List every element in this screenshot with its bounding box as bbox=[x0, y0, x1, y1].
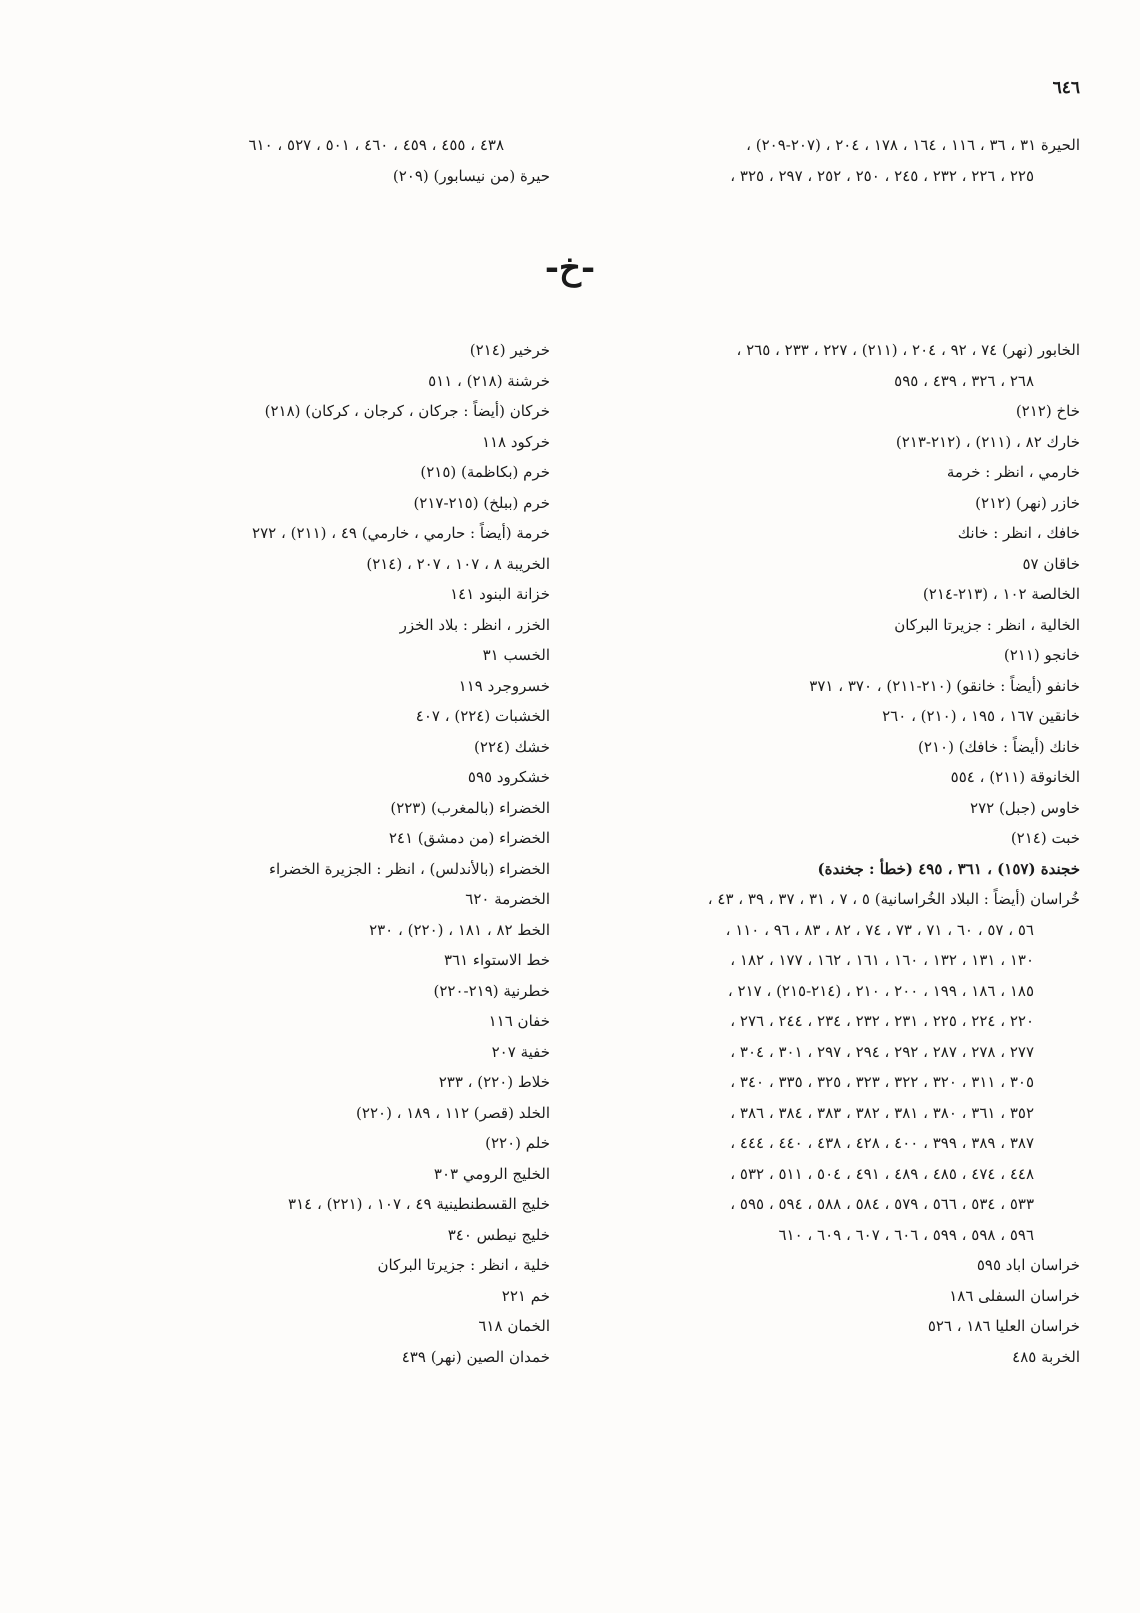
index-entry: خسروجرد ١١٩ bbox=[458, 676, 550, 695]
index-entry: خرخير (٢١٤) bbox=[469, 341, 550, 359]
index-entry: الخانوقة (٢١١) ، ٥٥٤ bbox=[950, 768, 1080, 786]
index-entry: خم ٢٢١ bbox=[501, 1286, 550, 1305]
index-entry: خشك (٢٢٤) bbox=[474, 737, 550, 756]
index-entry: خانقين ١٦٧ ، ١٩٥ ، (٢١٠) ، ٢٦٠ bbox=[882, 707, 1080, 725]
index-entry: خرم (ببلخ) (٢١٥-٢١٧) bbox=[413, 493, 550, 512]
index-entry: ٥٦ ، ٥٧ ، ٦٠ ، ٧١ ، ٧٣ ، ٧٤ ، ٨٢ ، ٨٣ ، ٩٦ ، ١١٠ ، bbox=[725, 920, 1034, 939]
index-entry: الخليج الرومي ٣٠٣ bbox=[433, 1164, 550, 1183]
index-entry: خلم (٢٢٠) bbox=[485, 1134, 550, 1152]
index-entry: الخسب ٣١ bbox=[482, 646, 550, 664]
index-entry: ٣٥٢ ، ٣٦١ ، ٣٨٠ ، ٣٨١ ، ٣٨٢ ، ٣٨٣ ، ٣٨٤ ، ٣٨٦ ، bbox=[730, 1103, 1034, 1122]
index-entry: خجندة (١٥٧) ، ٣٦١ ، ٤٩٥ (خطأ : جخندة) bbox=[817, 859, 1080, 878]
index-entry: الخشبات (٢٢٤) ، ٤٠٧ bbox=[415, 707, 550, 725]
index-entry: خاخ (٢١٢) bbox=[1015, 402, 1080, 420]
index-entry: حيرة (من نيسابور) (٢٠٩) bbox=[392, 166, 550, 185]
index-entry: الخلد (قصر) ١١٢ ، ١٨٩ ، (٢٢٠) bbox=[356, 1103, 550, 1122]
index-entry: خرمة (أيضاً : حارمي ، خارمي) ٤٩ ، (٢١١) ، ٢٧٢ bbox=[252, 524, 550, 542]
index-entry: خلية ، انظر : جزيرتا البركان bbox=[377, 1256, 550, 1274]
index-entry: خُراسان (أيضاً : البلاد الخُراسانية) ٥ ، ٧ ، ٣١ ، ٣٧ ، ٣٩ ، ٤٣ ، bbox=[707, 890, 1080, 908]
index-entry: خركود ١١٨ bbox=[481, 432, 550, 451]
index-entry: خارمي ، انظر : خرمة bbox=[946, 463, 1080, 481]
index-entry: الخط ٨٢ ، ١٨١ ، (٢٢٠) ، ٢٣٠ bbox=[369, 920, 550, 939]
index-entry: خرم (بكاظمة) (٢١٥) bbox=[420, 463, 550, 481]
index-entry: خازر (نهر) (٢١٢) bbox=[975, 493, 1080, 512]
index-entry: ١٣٠ ، ١٣١ ، ١٣٢ ، ١٦٠ ، ١٦١ ، ١٦٢ ، ١٧٧ ، ١٨٢ ، bbox=[730, 951, 1034, 969]
index-entry: خليج نيطس ٣٤٠ bbox=[447, 1225, 550, 1244]
index-entry: الخالصة ١٠٢ ، (٢١٣-٢١٤) bbox=[922, 585, 1080, 603]
index-entry: ٢٢٥ ، ٢٢٦ ، ٢٣٢ ، ٢٤٥ ، ٢٥٠ ، ٢٥٢ ، ٢٩٧ ، ٣٢٥ ، bbox=[730, 166, 1034, 185]
top-left-column bbox=[110, 130, 550, 191]
index-entry: ٤٣٨ ، ٤٥٥ ، ٤٥٩ ، ٤٦٠ ، ٥٠١ ، ٥٢٧ ، ٦١٠ bbox=[248, 136, 504, 154]
index-entry: ٥٩٦ ، ٥٩٨ ، ٥٩٩ ، ٦٠٦ ، ٦٠٧ ، ٦٠٩ ، ٦١٠ bbox=[778, 1225, 1034, 1244]
index-entry: ٢٢٠ ، ٢٢٤ ، ٢٢٥ ، ٢٣١ ، ٢٣٢ ، ٢٣٤ ، ٢٤٤ ، ٢٧٦ ، bbox=[730, 1012, 1034, 1030]
index-entry: ٥٣٣ ، ٥٣٤ ، ٥٦٦ ، ٥٧٩ ، ٥٨٤ ، ٥٨٨ ، ٥٩٤ ، ٥٩٥ ، bbox=[730, 1195, 1034, 1213]
index-entry: خركان (أيضاً : جركان ، كرجان ، كركان) (٢١٨) bbox=[264, 402, 550, 420]
index-entry: خفية ٢٠٧ bbox=[491, 1042, 550, 1061]
index-entry: خاقان ٥٧ bbox=[1022, 554, 1080, 573]
index-entry: الخضراء (بالمغرب) (٢٢٣) bbox=[390, 798, 550, 817]
index-entry: خاوس (جبل) ٢٧٢ bbox=[970, 798, 1080, 817]
index-entry: خافك ، انظر : خانك bbox=[957, 524, 1080, 542]
right-index-column bbox=[595, 335, 1080, 1372]
index-entry: الخزر ، انظر : بلاد الخزر bbox=[399, 615, 550, 634]
index-entry: خطرنية (٢١٩-٢٢٠) bbox=[433, 981, 550, 1000]
top-right-column bbox=[595, 130, 1080, 191]
index-entry: خانفو (أيضاً : خانقو) (٢١٠-٢١١) ، ٣٧٠ ، ٣٧١ bbox=[809, 676, 1080, 695]
index-entry: ٤٤٨ ، ٤٧٤ ، ٤٨٥ ، ٤٨٩ ، ٤٩١ ، ٥٠٤ ، ٥١١ ، ٥٣٢ ، bbox=[730, 1164, 1034, 1183]
index-entry: الخربة ٤٨٥ bbox=[1012, 1347, 1080, 1366]
index-entry: الخريبة ٨ ، ١٠٧ ، ٢٠٧ ، (٢١٤) bbox=[366, 554, 550, 573]
index-entry: الخابور (نهر) ٧٤ ، ٩٢ ، ٢٠٤ ، (٢١١) ، ٢٢٧ ، ٢٣٣ ، ٢٦٥ ، bbox=[736, 341, 1080, 359]
index-entry: خشكرود ٥٩٥ bbox=[467, 768, 550, 786]
index-entry: خلاط (٢٢٠) ، ٢٣٣ bbox=[438, 1073, 550, 1091]
left-index-column bbox=[110, 335, 550, 1372]
index-entry: خراسان السفلى ١٨٦ bbox=[949, 1286, 1080, 1305]
index-entry: الخضرمة ٦٢٠ bbox=[465, 890, 550, 908]
index-entry: خليج القسطنطينية ٤٩ ، ١٠٧ ، (٢٢١) ، ٣١٤ bbox=[288, 1195, 550, 1213]
index-entry: خرشنة (٢١٨) ، ٥١١ bbox=[428, 371, 550, 390]
index-entry: ١٨٥ ، ١٨٦ ، ١٩٩ ، ٢٠٠ ، ٢١٠ ، (٢١٤-٢١٥) ، ٢١٧ ، bbox=[727, 981, 1034, 1000]
index-entry: خراسان العليا ١٨٦ ، ٥٢٦ bbox=[927, 1317, 1080, 1335]
page-number: ٦٤٦ bbox=[1052, 78, 1080, 98]
index-entry: الخالية ، انظر : جزيرتا البركان bbox=[894, 615, 1080, 634]
index-entry: الحيرة ٣١ ، ٣٦ ، ١١٦ ، ١٦٤ ، ١٧٨ ، ٢٠٤ ، (٢٠٧-٢٠٩) ، bbox=[746, 136, 1080, 154]
index-entry: ٣٠٥ ، ٣١١ ، ٣٢٠ ، ٣٢٢ ، ٣٢٣ ، ٣٢٥ ، ٣٣٥ ، ٣٤٠ ، bbox=[730, 1073, 1034, 1091]
index-entry: الخمان ٦١٨ bbox=[478, 1317, 550, 1335]
index-entry: ٢٦٨ ، ٣٢٦ ، ٤٣٩ ، ٥٩٥ bbox=[894, 371, 1034, 390]
index-entry: ٣٨٧ ، ٣٨٩ ، ٣٩٩ ، ٤٠٠ ، ٤٢٨ ، ٤٣٨ ، ٤٤٠ ، ٤٤٤ ، bbox=[730, 1134, 1034, 1152]
section-heading-letter: -خ- bbox=[544, 248, 596, 288]
index-entry: خراسان اباد ٥٩٥ bbox=[976, 1256, 1080, 1274]
index-entry: خفان ١١٦ bbox=[488, 1012, 550, 1030]
index-entry: الخضراء (بالأندلس) ، انظر : الجزيرة الخضراء bbox=[268, 859, 550, 878]
index-entry: خط الاستواء ٣٦١ bbox=[443, 951, 550, 969]
index-entry: خانجو (٢١١) bbox=[1003, 646, 1080, 664]
index-entry: الخضراء (من دمشق) ٢٤١ bbox=[388, 829, 550, 847]
index-entry: خبت (٢١٤) bbox=[1010, 829, 1080, 847]
index-entry: خزانة البنود ١٤١ bbox=[450, 585, 550, 603]
index-entry: ٢٧٧ ، ٢٧٨ ، ٢٨٧ ، ٢٩٢ ، ٢٩٤ ، ٢٩٧ ، ٣٠١ ، ٣٠٤ ، bbox=[730, 1042, 1034, 1061]
index-entry: خارك ٨٢ ، (٢١١) ، (٢١٢-٢١٣) bbox=[895, 432, 1080, 451]
index-entry: خمدان الصين (نهر) ٤٣٩ bbox=[401, 1347, 550, 1366]
index-entry: خانك (أيضاً : خافك) (٢١٠) bbox=[918, 737, 1080, 756]
